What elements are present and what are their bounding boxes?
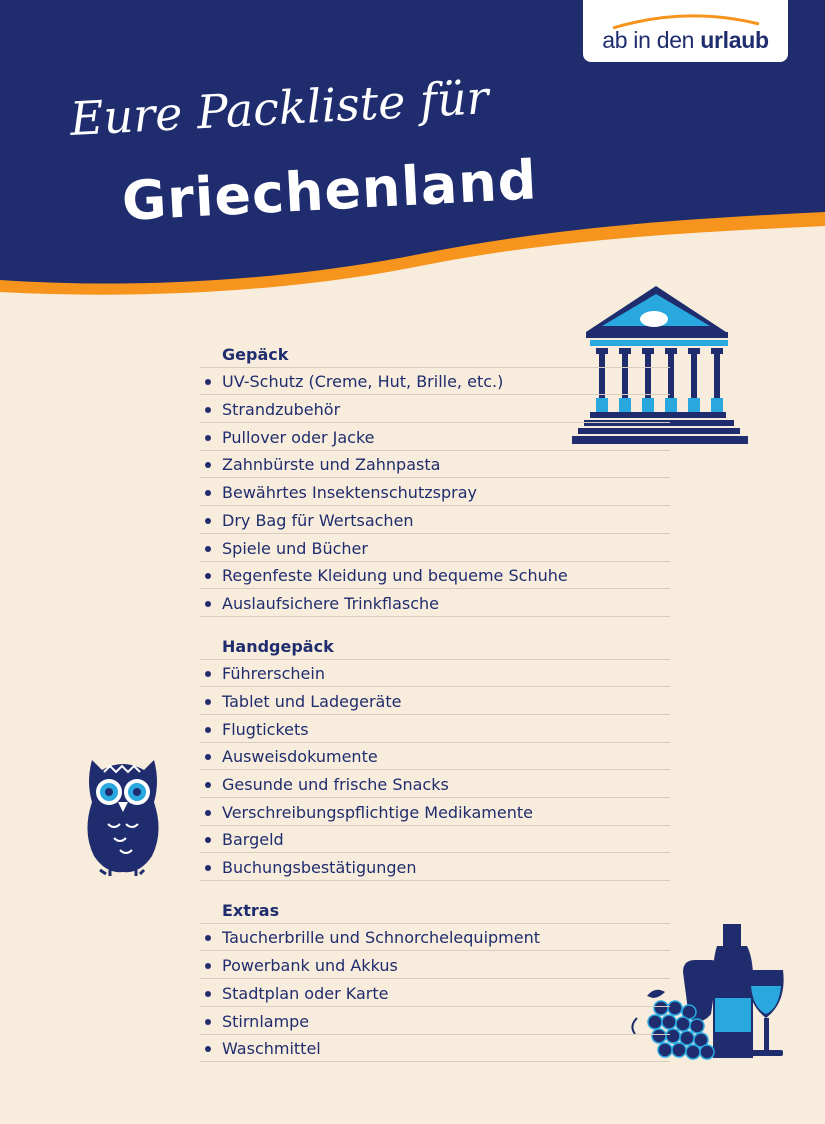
bullet-icon	[205, 601, 211, 607]
list-item	[200, 853, 670, 881]
list-item-label: Zahnbürste und Zahnpasta	[222, 455, 441, 475]
list-item-label: Bargeld	[222, 830, 284, 850]
list-item-label: Tablet und Ladegeräte	[222, 691, 402, 711]
section-heading: Extras	[200, 901, 283, 920]
list-item-label: Bewährtes Insektenschutzspray	[222, 483, 477, 503]
section-gap	[200, 881, 670, 896]
list-item	[200, 687, 670, 715]
bullet-icon	[205, 810, 211, 816]
owl-icon	[80, 752, 166, 878]
logo-text: ab in den urlaub	[602, 26, 769, 53]
list-item	[200, 1035, 670, 1063]
list-item-label: Führerschein	[222, 664, 325, 684]
list-item	[200, 660, 670, 688]
list-item-label: Waschmittel	[222, 1039, 321, 1059]
list-item	[200, 589, 670, 617]
section-heading: Gepäck	[200, 345, 292, 364]
list-item	[200, 562, 670, 590]
packing-list	[200, 340, 670, 1062]
brand-logo[interactable]	[583, 0, 788, 62]
section-heading-row	[200, 632, 670, 660]
page-title-line2: Griechenland	[120, 148, 539, 233]
list-item-label: Stirnlampe	[222, 1011, 310, 1031]
list-item	[200, 743, 670, 771]
section-heading: Handgepäck	[200, 637, 338, 656]
bullet-icon	[205, 435, 211, 441]
list-item-label: UV-Schutz (Creme, Hut, Brille, etc.)	[222, 372, 504, 392]
list-item	[200, 951, 670, 979]
list-item-label: Spiele und Bücher	[222, 538, 368, 558]
bullet-icon	[205, 1019, 211, 1025]
bullet-icon	[205, 991, 211, 997]
list-item	[200, 1007, 670, 1035]
list-item	[200, 451, 670, 479]
section-gap	[200, 617, 670, 632]
list-item	[200, 395, 670, 423]
list-item-label: Powerbank und Akkus	[222, 956, 398, 976]
list-section	[200, 340, 670, 617]
list-item	[200, 826, 670, 854]
list-item-label: Gesunde und frische Snacks	[222, 775, 449, 794]
list-item	[200, 715, 670, 743]
list-section	[200, 632, 670, 881]
list-item-label: Pullover oder Jacke	[222, 427, 375, 447]
list-item-label: Stadtplan oder Karte	[222, 983, 389, 1003]
section-heading-row	[200, 896, 670, 924]
list-item	[200, 423, 670, 451]
bullet-icon	[205, 727, 211, 733]
list-item-label: Auslaufsichere Trinkflasche	[222, 593, 440, 613]
list-item	[200, 506, 670, 534]
list-item	[200, 979, 670, 1007]
list-item-label: Ausweisdokumente	[222, 747, 378, 767]
list-item-label: Flugtickets	[222, 719, 309, 739]
list-item	[200, 924, 670, 952]
page-title-line1: Eure Packliste für	[68, 70, 490, 146]
bullet-icon	[205, 546, 211, 552]
list-item	[200, 478, 670, 506]
bullet-icon	[205, 518, 211, 524]
list-item-label: Taucherbrille und Schnorchelequipment	[222, 928, 541, 948]
list-item	[200, 770, 670, 798]
list-item-label: Buchungsbestätigungen	[222, 858, 417, 878]
list-item	[200, 798, 670, 826]
list-item-label: Dry Bag für Wertsachen	[222, 510, 414, 530]
list-item-label: Regenfeste Kleidung und bequeme Schuhe	[222, 566, 568, 586]
list-item	[200, 534, 670, 562]
list-section	[200, 896, 670, 1062]
list-item-label: Strandzubehör	[222, 400, 341, 420]
list-item	[200, 368, 670, 396]
section-heading-row	[200, 340, 670, 368]
bullet-icon	[205, 699, 211, 705]
list-item-label: Verschreibungspflichtige Medikamente	[222, 802, 533, 822]
bullet-icon	[205, 782, 211, 788]
